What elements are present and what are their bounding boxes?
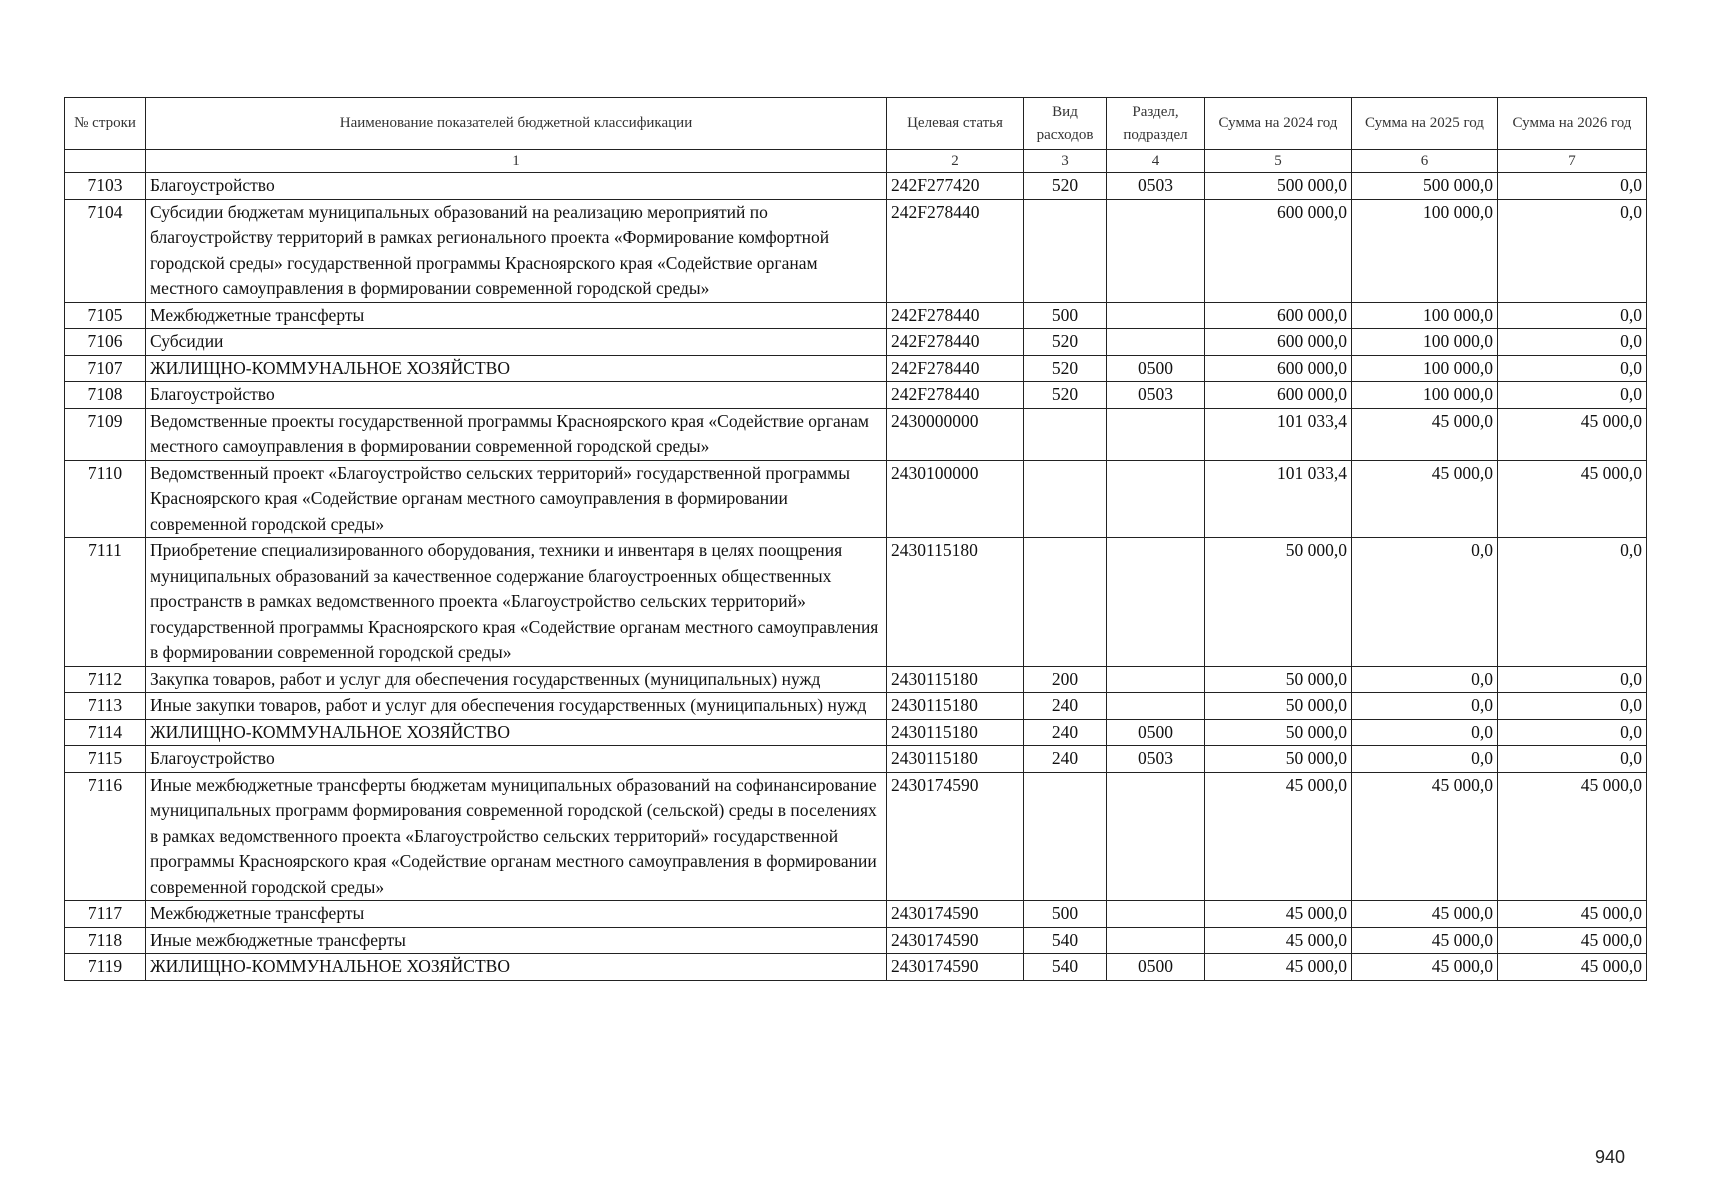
row-expense-type: 240 xyxy=(1024,746,1107,773)
table-row xyxy=(65,746,1647,773)
row-sum-2025: 0,0 xyxy=(1352,746,1498,773)
row-expense-type: 240 xyxy=(1024,719,1107,746)
row-target-article: 2430115180 xyxy=(887,693,1024,720)
column-number: 1 xyxy=(146,150,887,173)
table-row xyxy=(65,382,1647,409)
row-sum-2024: 600 000,0 xyxy=(1205,199,1352,302)
row-sum-2025: 100 000,0 xyxy=(1352,355,1498,382)
table-row xyxy=(65,408,1647,460)
row-expense-type: 520 xyxy=(1024,329,1107,356)
row-name: Иные межбюджетные трансферты xyxy=(146,927,887,954)
row-sum-2024: 600 000,0 xyxy=(1205,355,1352,382)
row-sum-2024: 50 000,0 xyxy=(1205,693,1352,720)
row-name: Благоустройство xyxy=(146,382,887,409)
row-sum-2025: 100 000,0 xyxy=(1352,302,1498,329)
row-number: 7106 xyxy=(65,329,146,356)
row-number: 7110 xyxy=(65,460,146,538)
row-expense-type: 520 xyxy=(1024,382,1107,409)
row-sum-2025: 45 000,0 xyxy=(1352,927,1498,954)
row-number: 7117 xyxy=(65,901,146,928)
row-sum-2026: 0,0 xyxy=(1498,173,1647,200)
row-section xyxy=(1107,666,1205,693)
row-target-article: 2430174590 xyxy=(887,772,1024,901)
row-name: ЖИЛИЩНО-КОММУНАЛЬНОЕ ХОЗЯЙСТВО xyxy=(146,355,887,382)
row-target-article: 2430115180 xyxy=(887,719,1024,746)
row-expense-type xyxy=(1024,538,1107,667)
table-row xyxy=(65,355,1647,382)
row-number: 7119 xyxy=(65,954,146,981)
row-target-article: 2430115180 xyxy=(887,746,1024,773)
row-target-article: 242F278440 xyxy=(887,302,1024,329)
row-sum-2026: 0,0 xyxy=(1498,199,1647,302)
column-number: 7 xyxy=(1498,150,1647,173)
header-row-no: № строки xyxy=(65,98,146,150)
row-target-article: 242F278440 xyxy=(887,355,1024,382)
column-number: 5 xyxy=(1205,150,1352,173)
row-sum-2024: 600 000,0 xyxy=(1205,329,1352,356)
row-number: 7115 xyxy=(65,746,146,773)
row-expense-type xyxy=(1024,199,1107,302)
row-name: Приобретение специализированного оборудования, техники и инвентаря в целях поощрения муниципальных образований за качественное содержание благоустроенных общественных пространств в рамках ведомственного проекта «Благоустройство сельских территорий» государственной программы Красноярского края «Содействие органам местного самоуправления в формировании современной городской среды» xyxy=(146,538,887,667)
row-target-article: 242F278440 xyxy=(887,329,1024,356)
row-expense-type: 520 xyxy=(1024,355,1107,382)
row-expense-type: 500 xyxy=(1024,901,1107,928)
row-sum-2024: 45 000,0 xyxy=(1205,901,1352,928)
row-expense-type: 240 xyxy=(1024,693,1107,720)
row-section: 0503 xyxy=(1107,173,1205,200)
row-sum-2026: 0,0 xyxy=(1498,302,1647,329)
row-expense-type: 500 xyxy=(1024,302,1107,329)
row-expense-type: 540 xyxy=(1024,927,1107,954)
table-header xyxy=(65,98,1647,173)
row-sum-2024: 600 000,0 xyxy=(1205,382,1352,409)
header-sum-2025: Сумма на 2025 год xyxy=(1352,98,1498,150)
row-name: Ведомственные проекты государственной программы Красноярского края «Содействие органам местного самоуправления в формировании современной городской среды» xyxy=(146,408,887,460)
table-row xyxy=(65,199,1647,302)
table-row xyxy=(65,901,1647,928)
row-expense-type: 540 xyxy=(1024,954,1107,981)
row-number: 7109 xyxy=(65,408,146,460)
header-section: Раздел, подраздел xyxy=(1107,98,1205,150)
row-sum-2026: 0,0 xyxy=(1498,746,1647,773)
row-section xyxy=(1107,927,1205,954)
header-expense-type: Вид расходов xyxy=(1024,98,1107,150)
budget-table xyxy=(64,97,1647,981)
row-name: ЖИЛИЩНО-КОММУНАЛЬНОЕ ХОЗЯЙСТВО xyxy=(146,719,887,746)
row-target-article: 242F277420 xyxy=(887,173,1024,200)
row-name: ЖИЛИЩНО-КОММУНАЛЬНОЕ ХОЗЯЙСТВО xyxy=(146,954,887,981)
row-sum-2024: 45 000,0 xyxy=(1205,954,1352,981)
row-sum-2025: 0,0 xyxy=(1352,538,1498,667)
row-number: 7113 xyxy=(65,693,146,720)
row-target-article: 2430174590 xyxy=(887,927,1024,954)
header-name: Наименование показателей бюджетной классификации xyxy=(146,98,887,150)
column-number: 2 xyxy=(887,150,1024,173)
header-sum-2026: Сумма на 2026 год xyxy=(1498,98,1647,150)
table-row xyxy=(65,927,1647,954)
row-sum-2024: 45 000,0 xyxy=(1205,927,1352,954)
row-target-article: 2430000000 xyxy=(887,408,1024,460)
row-number: 7111 xyxy=(65,538,146,667)
row-number: 7108 xyxy=(65,382,146,409)
table-row xyxy=(65,693,1647,720)
row-section xyxy=(1107,302,1205,329)
row-target-article: 2430174590 xyxy=(887,954,1024,981)
table-row xyxy=(65,173,1647,200)
row-sum-2025: 100 000,0 xyxy=(1352,382,1498,409)
row-sum-2025: 45 000,0 xyxy=(1352,408,1498,460)
row-sum-2025: 45 000,0 xyxy=(1352,901,1498,928)
row-number: 7104 xyxy=(65,199,146,302)
row-sum-2024: 50 000,0 xyxy=(1205,719,1352,746)
row-sum-2025: 100 000,0 xyxy=(1352,199,1498,302)
row-sum-2025: 45 000,0 xyxy=(1352,460,1498,538)
header-sum-2024: Сумма на 2024 год xyxy=(1205,98,1352,150)
column-number: 3 xyxy=(1024,150,1107,173)
row-section xyxy=(1107,408,1205,460)
table-body xyxy=(65,173,1647,981)
row-number: 7114 xyxy=(65,719,146,746)
row-sum-2026: 0,0 xyxy=(1498,666,1647,693)
column-number xyxy=(65,150,146,173)
row-section: 0500 xyxy=(1107,954,1205,981)
table-row xyxy=(65,772,1647,901)
row-name: Субсидии xyxy=(146,329,887,356)
row-name: Иные закупки товаров, работ и услуг для обеспечения государственных (муниципальных) нужд xyxy=(146,693,887,720)
table-row xyxy=(65,302,1647,329)
row-sum-2026: 0,0 xyxy=(1498,538,1647,667)
row-number: 7103 xyxy=(65,173,146,200)
column-number: 4 xyxy=(1107,150,1205,173)
row-name: Ведомственный проект «Благоустройство сельских территорий» государственной программы Красноярского края «Содействие органам местного самоуправления в формировании современной городской среды» xyxy=(146,460,887,538)
row-section: 0500 xyxy=(1107,719,1205,746)
row-sum-2025: 100 000,0 xyxy=(1352,329,1498,356)
row-name: Закупка товаров, работ и услуг для обеспечения государственных (муниципальных) нужд xyxy=(146,666,887,693)
row-name: Межбюджетные трансферты xyxy=(146,901,887,928)
row-section xyxy=(1107,460,1205,538)
row-expense-type: 200 xyxy=(1024,666,1107,693)
row-section: 0500 xyxy=(1107,355,1205,382)
table-row xyxy=(65,666,1647,693)
header-target: Целевая статья xyxy=(887,98,1024,150)
row-number: 7107 xyxy=(65,355,146,382)
row-sum-2025: 0,0 xyxy=(1352,719,1498,746)
row-sum-2026: 0,0 xyxy=(1498,719,1647,746)
row-sum-2024: 101 033,4 xyxy=(1205,408,1352,460)
row-number: 7112 xyxy=(65,666,146,693)
row-sum-2026: 0,0 xyxy=(1498,693,1647,720)
row-section xyxy=(1107,538,1205,667)
table-row xyxy=(65,719,1647,746)
row-section: 0503 xyxy=(1107,382,1205,409)
table-row xyxy=(65,329,1647,356)
row-sum-2024: 101 033,4 xyxy=(1205,460,1352,538)
column-number: 6 xyxy=(1352,150,1498,173)
row-target-article: 2430174590 xyxy=(887,901,1024,928)
row-number: 7116 xyxy=(65,772,146,901)
row-sum-2026: 0,0 xyxy=(1498,329,1647,356)
table-row xyxy=(65,538,1647,667)
row-expense-type: 520 xyxy=(1024,173,1107,200)
row-sum-2026: 45 000,0 xyxy=(1498,901,1647,928)
row-sum-2025: 45 000,0 xyxy=(1352,772,1498,901)
row-section xyxy=(1107,329,1205,356)
table-row xyxy=(65,460,1647,538)
row-sum-2025: 500 000,0 xyxy=(1352,173,1498,200)
row-name: Иные межбюджетные трансферты бюджетам муниципальных образований на софинансирование муниципальных программ формирования современной городской (сельской) среды в поселениях в рамках ведомственного проекта «Благоустройство сельских территорий» государственной программы Красноярского края «Содействие органам местного самоуправления в формировании современной городской среды» xyxy=(146,772,887,901)
row-name: Благоустройство xyxy=(146,746,887,773)
row-name: Межбюджетные трансферты xyxy=(146,302,887,329)
row-expense-type xyxy=(1024,408,1107,460)
row-number: 7105 xyxy=(65,302,146,329)
row-sum-2026: 0,0 xyxy=(1498,382,1647,409)
row-sum-2024: 600 000,0 xyxy=(1205,302,1352,329)
row-sum-2024: 45 000,0 xyxy=(1205,772,1352,901)
row-sum-2026: 45 000,0 xyxy=(1498,408,1647,460)
row-sum-2024: 50 000,0 xyxy=(1205,538,1352,667)
row-sum-2024: 50 000,0 xyxy=(1205,666,1352,693)
row-section xyxy=(1107,901,1205,928)
row-target-article: 2430115180 xyxy=(887,538,1024,667)
row-name: Благоустройство xyxy=(146,173,887,200)
row-target-article: 2430100000 xyxy=(887,460,1024,538)
row-sum-2026: 45 000,0 xyxy=(1498,772,1647,901)
row-target-article: 242F278440 xyxy=(887,199,1024,302)
row-sum-2024: 50 000,0 xyxy=(1205,746,1352,773)
row-sum-2026: 45 000,0 xyxy=(1498,460,1647,538)
row-target-article: 2430115180 xyxy=(887,666,1024,693)
row-sum-2026: 0,0 xyxy=(1498,355,1647,382)
row-expense-type xyxy=(1024,772,1107,901)
row-section: 0503 xyxy=(1107,746,1205,773)
row-section xyxy=(1107,693,1205,720)
row-sum-2025: 0,0 xyxy=(1352,666,1498,693)
row-name: Субсидии бюджетам муниципальных образований на реализацию мероприятий по благоустройству территорий в рамках регионального проекта «Формирование комфортной городской среды» государственной программы Красноярского края «Содействие органам местного самоуправления в формировании современной городской среды» xyxy=(146,199,887,302)
row-section xyxy=(1107,199,1205,302)
row-sum-2025: 45 000,0 xyxy=(1352,954,1498,981)
row-section xyxy=(1107,772,1205,901)
row-sum-2024: 500 000,0 xyxy=(1205,173,1352,200)
table-row xyxy=(65,954,1647,981)
row-sum-2025: 0,0 xyxy=(1352,693,1498,720)
row-expense-type xyxy=(1024,460,1107,538)
column-numbers-row xyxy=(65,150,1647,173)
row-sum-2026: 45 000,0 xyxy=(1498,927,1647,954)
row-sum-2026: 45 000,0 xyxy=(1498,954,1647,981)
page-number: 940 xyxy=(1595,1147,1626,1167)
row-target-article: 242F278440 xyxy=(887,382,1024,409)
row-number: 7118 xyxy=(65,927,146,954)
